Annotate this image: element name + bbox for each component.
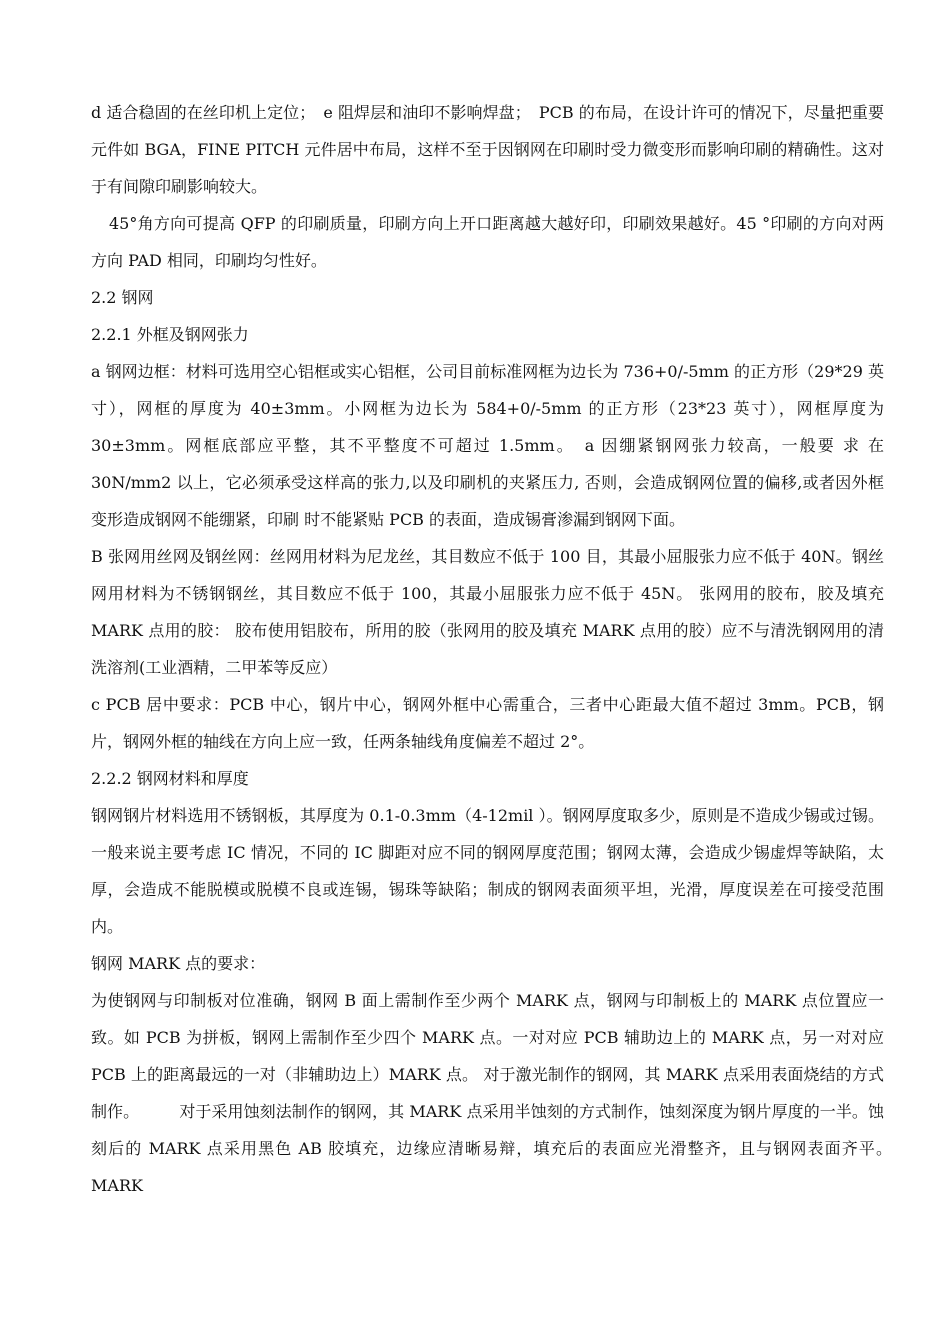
paragraph-stencil-material: 钢网钢片材料选用不锈钢板，其厚度为 0.1-0.3mm（4-12mil ）。钢网厚度取多少，原则是不造成少锡或过锡。一般来说主要考虑 IC 情况，不同的 IC 脚距对应不同的钢网厚度范围；钢网太薄，会造成少锡虚焊等缺陷，太厚，会造成不能脱模或脱模不良或连锡，锡珠等缺陷；制成的钢网表面须平坦，光滑，厚度误差在可接受范围内。 — [91, 806, 884, 936]
paragraph-print-direction: 45°角方向可提高 QFP 的印刷质量，印刷方向上开口距离越大越好印，印刷效果越好。45 °印刷的方向对两方向 PAD 相同，印刷均匀性好。 — [91, 214, 884, 270]
document-body — [91, 94, 917, 1204]
paragraph-pcb-layout: d 适合稳固的在丝印机上定位； e 阻焊层和油印不影响焊盘； PCB 的布局，在设计许可的情况下，尽量把重要元件如 BGA，FINE PITCH 元件居中布局，这样不至于因钢网在印刷时受力微变形而影响印刷的精确性。这对于有间隙印刷影响较大。 — [91, 103, 884, 196]
paragraph-pcb-centering: c PCB 居中要求：PCB 中心，钢片中心，钢网外框中心需重合，三者中心距最大值不超过 3mm。PCB，钢片，钢网外框的轴线在方向上应一致，任两条轴线角度偏差不超过 2°。 — [91, 695, 884, 751]
section-heading-2-2: 2.2 钢网 — [91, 288, 154, 307]
paragraph-mesh: B 张网用丝网及钢丝网：丝网用材料为尼龙丝，其目数应不低于 100 目，其最小屈服张力应不低于 40N。钢丝网用材料为不锈钢钢丝，其目数应不低于 100，其最小屈服张力应不低于 45N。 张网用的胶布，胶及填充 MARK 点用的胶： 胶布使用铝胶布，所用的胶（张网用的胶及填充 MARK 点用的胶）应不与清洗钢网用的清洗溶剂(工业酒精，二甲苯等反应） — [91, 547, 884, 677]
section-heading-2-2-1: 2.2.1 外框及钢网张力 — [91, 325, 249, 344]
paragraph-stencil-frame: a 钢网边框：材料可选用空心铝框或实心铝框，公司目前标准网框为边长为 736+0/-5mm 的正方形（29*29 英寸），网框的厚度为 40±3mm。小网框为边长为 584+0/-5mm 的正方形（23*23 英寸），网框厚度为 30±3mm。网框底部应平整，其不平整度不可超过 1.5mm。 a 因绷紧钢网张力较高，一般要 求 在 30N/mm2 以上，它必须承受这样高的张力,以及印刷机的夹紧压力, 否则，会造成钢网位置的偏移,或者因外框变形造成钢网不能绷紧，印刷 时不能紧贴 PCB 的表面，造成锡膏渗漏到钢网下面。 — [91, 362, 884, 529]
paragraph-mark-heading: 钢网 MARK 点的要求： — [91, 954, 266, 973]
section-heading-2-2-2: 2.2.2 钢网材料和厚度 — [91, 769, 249, 788]
paragraph-mark-requirements: 为使钢网与印制板对位准确，钢网 B 面上需制作至少两个 MARK 点，钢网与印制板上的 MARK 点位置应一致。如 PCB 为拼板，钢网上需制作至少四个 MARK 点。一对对应 PCB 辅助边上的 MARK 点，另一对对应 PCB 上的距离最远的一对（非辅助边上）MARK 点。 对于激光制作的钢网，其 MARK 点采用表面烧结的方式制作。 对于采用蚀刻法制作的钢网，其 MARK 点采用半蚀刻的方式制作，蚀刻深度为钢片厚度的一半。蚀刻后的 MARK 点采用黑色 AB 胶填充，边缘应清晰易辩，填充后的表面应光滑整齐，且与钢网表面齐平。 MARK — [91, 991, 917, 1195]
